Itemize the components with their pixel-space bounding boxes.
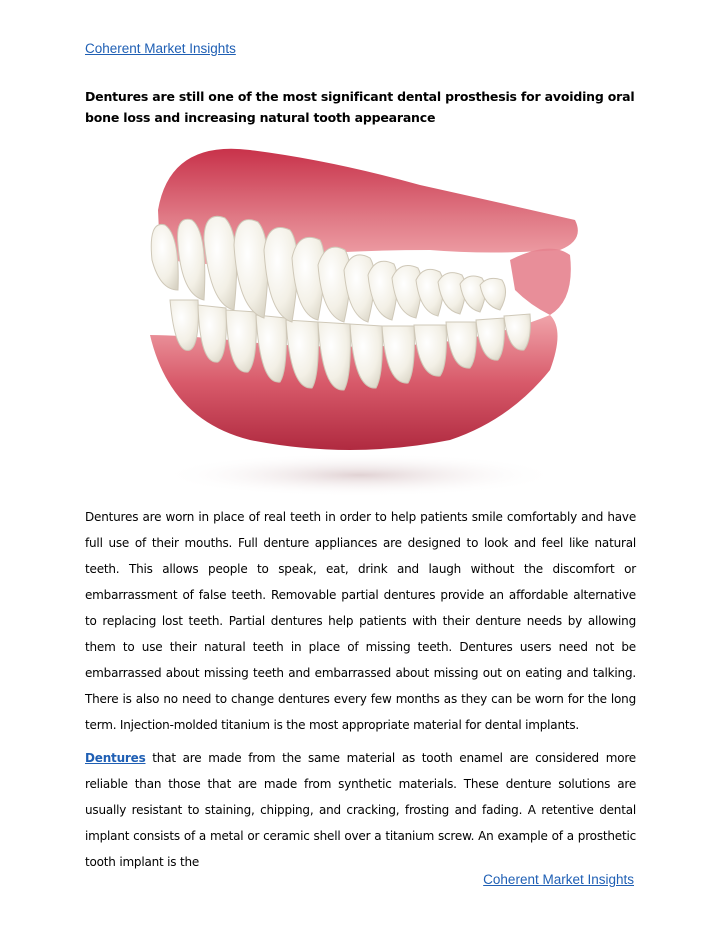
dentures-link[interactable]: Dentures [85, 751, 146, 765]
body-paragraph-1: Dentures are worn in place of real teeth in order to help patients smile comfortably and have full use of their mouths. Full denture appliances are designed to look and feel like natural teeth. This allows people to speak, eat, drink and laugh without the discomfort or embarrassment of false teeth. Removable partial dentures provide an affordable alternative to replacing lost teeth. Partial dentures help patients with their denture needs by allowing them to use their natural teeth in place of missing teeth. Dentures users need not be embarrassed about missing teeth and embarrassed about missing out on eating and talking. There is also no need to change dentures every few months as they can be worn for the long term. Injection-molded titanium is the most appropriate material for dental implants. [85, 510, 636, 732]
body-paragraph-2 [85, 745, 636, 875]
header-link[interactable]: Coherent Market Insights [85, 41, 236, 56]
paragraph-2-text: that are made from the same material as tooth enamel are considered more reliable than those that are made from synthetic materials. These denture solutions are usually resistant to staining, chipping, and cracking, frosting and fading. A retentive dental implant consists of a metal or ceramic shell over a titanium screw. An example of a prosthetic tooth implant is the [85, 751, 636, 869]
denture-photo [130, 140, 590, 498]
footer-link[interactable]: Coherent Market Insights [483, 872, 634, 887]
document-title: Dentures are still one of the most significant dental prosthesis for avoiding oral bone loss and increasing natural tooth appearance [85, 89, 635, 125]
